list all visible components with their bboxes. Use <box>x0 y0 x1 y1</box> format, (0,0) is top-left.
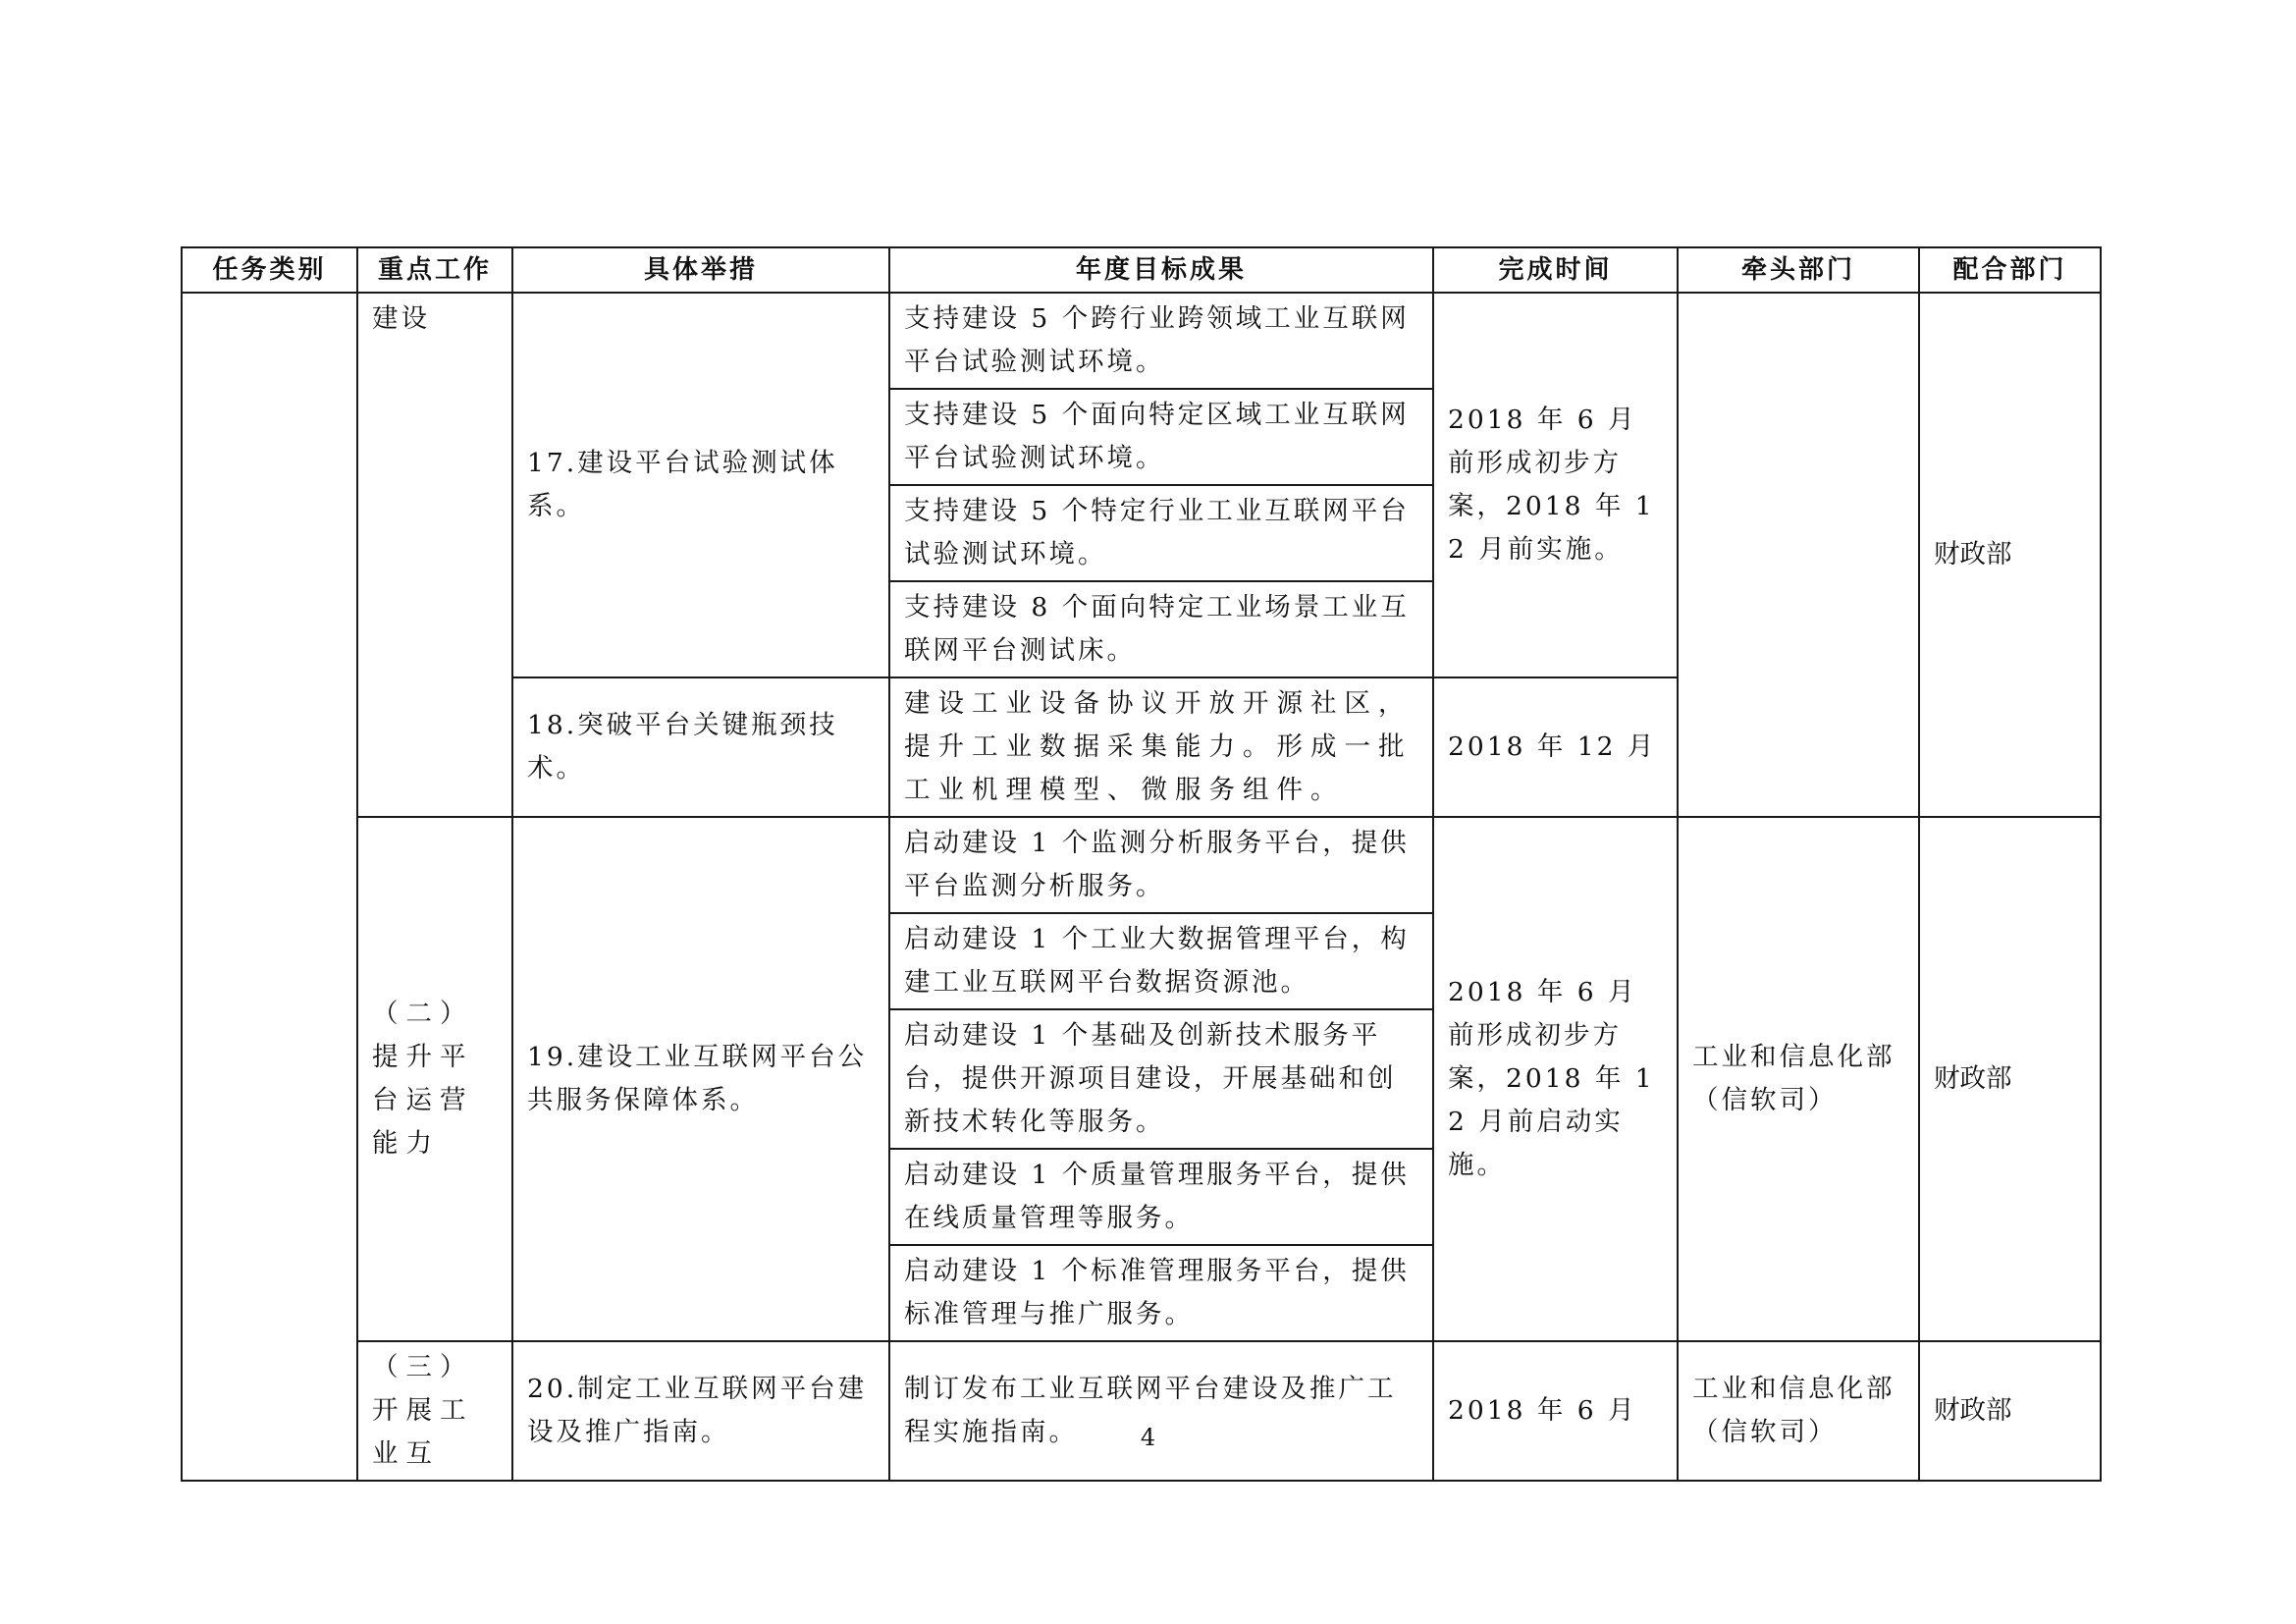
page-number: 4 <box>1140 1424 1156 1451</box>
header-key-work: 重点工作 <box>357 247 512 293</box>
completion-time-cell: 2018 年 6 月前形成初步方案，2018 年 12 月前启动实施。 <box>1433 817 1678 1341</box>
measure-cell: 19.建设工业互联网平台公共服务保障体系。 <box>512 817 889 1341</box>
header-support-department: 配合部门 <box>1919 247 2101 293</box>
key-work-cell: （二）提升平台运营能力 <box>357 817 512 1341</box>
target-cell: 制订发布工业互联网平台建设及推广工程实施指南。 <box>889 1341 1433 1481</box>
table-row <box>182 293 2101 389</box>
target-cell: 启动建设 1 个基础及创新技术服务平台，提供开源项目建设，开展基础和创新技术转化等服务。 <box>889 1009 1433 1149</box>
target-cell: 启动建设 1 个监测分析服务平台，提供平台监测分析服务。 <box>889 817 1433 913</box>
target-cell: 支持建设 5 个面向特定区域工业互联网平台试验测试环境。 <box>889 389 1433 485</box>
target-cell: 支持建设 5 个跨行业跨领域工业互联网平台试验测试环境。 <box>889 293 1433 389</box>
support-department-cell: 财政部 <box>1919 817 2101 1341</box>
header-completion-time: 完成时间 <box>1433 247 1678 293</box>
completion-time-cell: 2018 年 6 月前形成初步方案，2018 年 12 月前实施。 <box>1433 293 1678 677</box>
lead-department-cell: 工业和信息化部（信软司） <box>1678 817 1919 1341</box>
header-task-category: 任务类别 <box>182 247 357 293</box>
table-row <box>182 1341 2101 1481</box>
lead-department-cell: 工业和信息化部（信软司） <box>1678 1341 1919 1481</box>
header-row <box>182 247 2101 293</box>
support-department-cell: 财政部 <box>1919 1341 2101 1481</box>
lead-department-cell <box>1678 293 1919 817</box>
support-department-cell: 财政部 <box>1919 293 2101 817</box>
task-category-cell <box>182 293 357 1481</box>
measure-cell: 20.制定工业互联网平台建设及推广指南。 <box>512 1341 889 1481</box>
target-cell: 建设工业设备协议开放开源社区，提升工业数据采集能力。形成一批工业机理模型、微服务组件。 <box>889 677 1433 817</box>
target-cell: 支持建设 5 个特定行业工业互联网平台试验测试环境。 <box>889 485 1433 581</box>
header-lead-department: 牵头部门 <box>1678 247 1919 293</box>
target-cell: 支持建设 8 个面向特定工业场景工业互联网平台测试床。 <box>889 581 1433 677</box>
measure-cell: 18.突破平台关键瓶颈技术。 <box>512 677 889 817</box>
header-annual-targets: 年度目标成果 <box>889 247 1433 293</box>
completion-time-cell: 2018 年 12 月 <box>1433 677 1678 817</box>
target-cell: 启动建设 1 个标准管理服务平台，提供标准管理与推广服务。 <box>889 1245 1433 1341</box>
key-work-cell: （三）开展工业互 <box>357 1341 512 1481</box>
completion-time-cell: 2018 年 6 月 <box>1433 1341 1678 1481</box>
table-row <box>182 817 2101 913</box>
key-work-cell: 建设 <box>357 293 512 817</box>
work-plan-table <box>181 246 2102 1482</box>
measure-cell: 17.建设平台试验测试体系。 <box>512 293 889 677</box>
target-cell: 启动建设 1 个工业大数据管理平台，构建工业互联网平台数据资源池。 <box>889 913 1433 1009</box>
target-cell: 启动建设 1 个质量管理服务平台，提供在线质量管理等服务。 <box>889 1149 1433 1245</box>
header-specific-measures: 具体举措 <box>512 247 889 293</box>
